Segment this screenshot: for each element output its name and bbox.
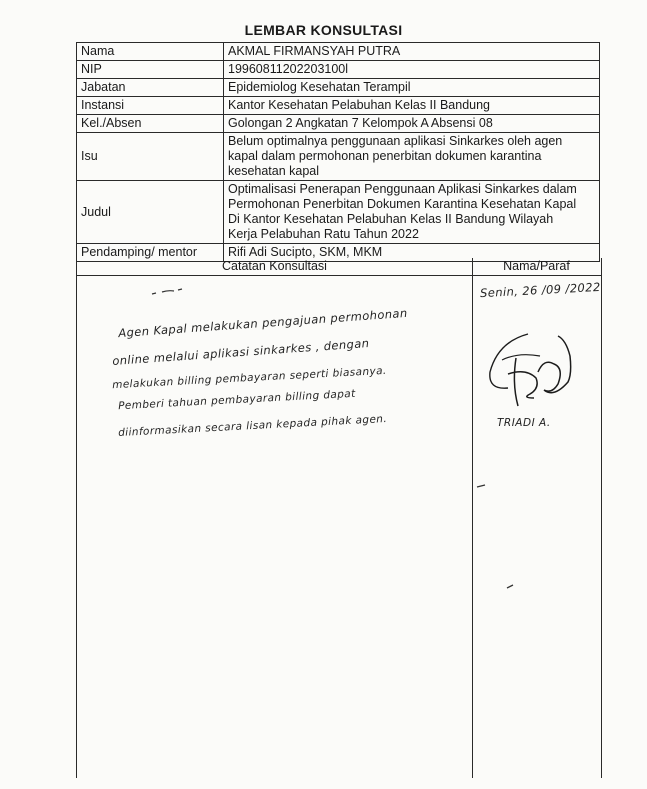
consultation-header xyxy=(77,258,601,276)
row-isu xyxy=(77,133,600,181)
label-pendamping: Pendamping/ mentor xyxy=(77,244,224,262)
header-catatan: Catatan Konsultasi xyxy=(222,259,327,273)
value-kel-absen: Golongan 2 Angkatan 7 Kelompok A Absensi 08 xyxy=(224,115,600,133)
note-line: online melalui aplikasi sinkarkes , dengan xyxy=(111,336,370,368)
label-nama: Nama xyxy=(77,43,224,61)
value-instansi: Kantor Kesehatan Pelabuhan Kelas II Bandung xyxy=(224,97,600,115)
row-jabatan xyxy=(77,79,600,97)
signer-name: TRIADI A. xyxy=(497,417,551,429)
label-kel-absen: Kel./Absen xyxy=(77,115,224,133)
label-isu: Isu xyxy=(77,133,224,181)
value-judul xyxy=(224,181,600,244)
ink-mark xyxy=(150,284,190,298)
label-instansi: Instansi xyxy=(77,97,224,115)
column-divider xyxy=(472,258,473,778)
value-nip: 19960811202203100l xyxy=(224,61,600,79)
info-table xyxy=(76,42,600,262)
value-isu xyxy=(224,133,600,181)
judul-line: Optimalisasi Penerapan Penggunaan Aplikasi Sinkarkes dalam xyxy=(228,182,577,196)
signature-image xyxy=(478,328,578,416)
note-line: melakukan billing pembayaran seperti biasanya. xyxy=(111,364,387,392)
note-line: Pemberi tahuan pembayaran billing dapat xyxy=(117,387,356,413)
isu-line: Belum optimalnya penggunaan aplikasi Sinkarkes oleh agen xyxy=(228,134,563,148)
row-nama xyxy=(77,43,600,61)
judul-line: Kerja Pelabuhan Ratu Tahun 2022 xyxy=(228,227,419,241)
row-nip xyxy=(77,61,600,79)
header-nama-paraf: Nama/Paraf xyxy=(503,259,570,273)
ink-mark xyxy=(475,482,491,490)
value-jabatan: Epidemiolog Kesehatan Terampil xyxy=(224,79,600,97)
row-instansi xyxy=(77,97,600,115)
note-line: diinformasikan secara lisan kepada pihak agen. xyxy=(117,412,388,440)
row-kel-absen xyxy=(77,115,600,133)
page-title: LEMBAR KONSULTASI xyxy=(244,22,403,38)
isu-line: kesehatan kapal xyxy=(228,164,320,178)
judul-line: Di Kantor Kesehatan Pelabuhan Kelas II Bandung Wilayah xyxy=(228,212,554,226)
row-judul xyxy=(77,181,600,244)
isu-line: kapal dalam permohonan penerbitan dokumen karantina xyxy=(228,149,542,163)
note-line: Agen Kapal melakukan pengajuan permohonan xyxy=(117,305,408,341)
label-judul: Judul xyxy=(77,181,224,244)
judul-line: Permohonan Penerbitan Dokumen Karantina Kesehatan Kapal xyxy=(228,197,577,211)
label-nip: NIP xyxy=(77,61,224,79)
consult-date: Senin, 26 /09 /2022 xyxy=(479,279,601,301)
ink-mark xyxy=(505,582,517,592)
label-jabatan: Jabatan xyxy=(77,79,224,97)
value-nama: AKMAL FIRMANSYAH PUTRA xyxy=(224,43,600,61)
value-pendamping: Rifi Adi Sucipto, SKM, MKM xyxy=(224,244,600,262)
